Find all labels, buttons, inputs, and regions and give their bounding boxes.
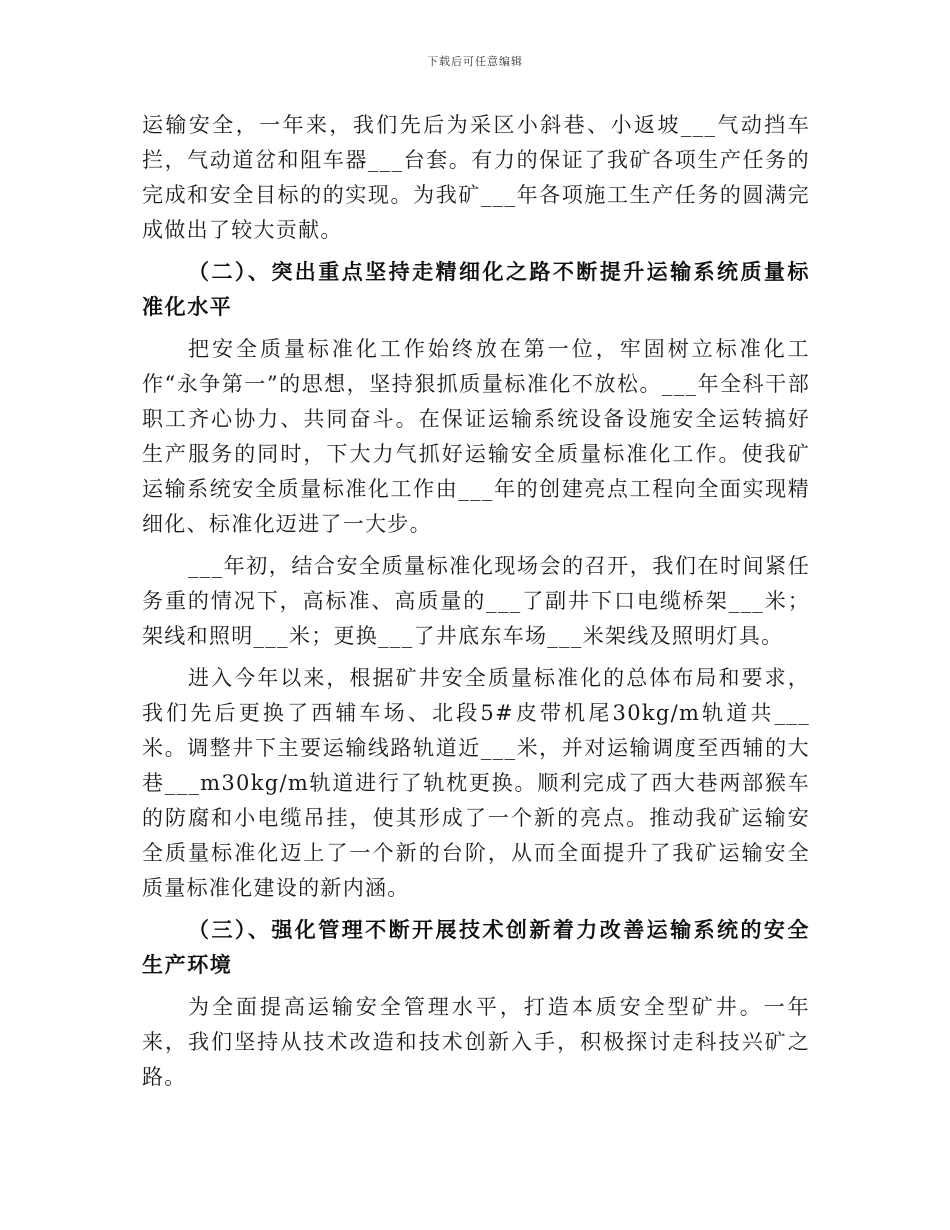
paragraph-this-year: 进入今年以来，根据矿井安全质量标准化的总体布局和要求，我们先后更换了西辅车场、北段5#皮带机尾30kg/m轨道共___米。调整井下主要运输线路轨道近___米，并对运输调度至西辅的大巷___m30kg/m轨道进行了轨枕更换。顺利完成了西大巷两部猴车的防腐和小电缆吊挂，使其形成了一个新的亮点。推动我矿运输安全质量标准化迈上了一个新的台阶，从而全面提升了我矿运输安全质量标准化建设的新内涵。	[142, 666, 810, 900]
paragraph-standardization: 把安全质量标准化工作始终放在第一位，牢固树立标准化工作“永争第一”的思想，坚持狠抓质量标准化不放松。___年全科干部职工齐心协力、共同奋斗。在保证运输系统设备设施安全运转搞好生产服务的同时，下大力气抓好运输安全质量标准化工作。使我矿运输系统安全质量标准化工作由___年的创建亮点工程向全面实现精细化、标准化迈进了一大步。	[142, 337, 810, 536]
paragraph-year-start: ___年初，结合安全质量标准化现场会的召开，我们在时间紧任务重的情况下，高标准、高质量的___了副井下口电缆桥架___米；架线和照明___米；更换___了井底东车场___米架线及照明灯具。	[142, 554, 810, 648]
section-heading-3: （三）、强化管理不断开展技术创新着力改善运输系统的安全生产环境	[142, 918, 810, 977]
paragraph-continuation: 运输安全，一年来，我们先后为采区小斜巷、小返坡___气动挡车拦，气动道岔和阻车器___台套。有力的保证了我矿各项生产任务的完成和安全目标的的实现。为我矿___年各项施工生产任务的圆满完成做出了较大贡献。	[142, 113, 810, 242]
page-header: 下载后可任意编辑	[427, 55, 523, 68]
section-heading-2: （二）、突出重点坚持走精细化之路不断提升运输系统质量标准化水平	[142, 260, 810, 319]
paragraph-tech-innovation: 为全面提高运输安全管理水平，打造本质安全型矿井。一年来，我们坚持从技术改造和技术创新入手，积极探讨走科技兴矿之路。	[142, 995, 810, 1089]
document-body	[142, 108, 810, 1095]
